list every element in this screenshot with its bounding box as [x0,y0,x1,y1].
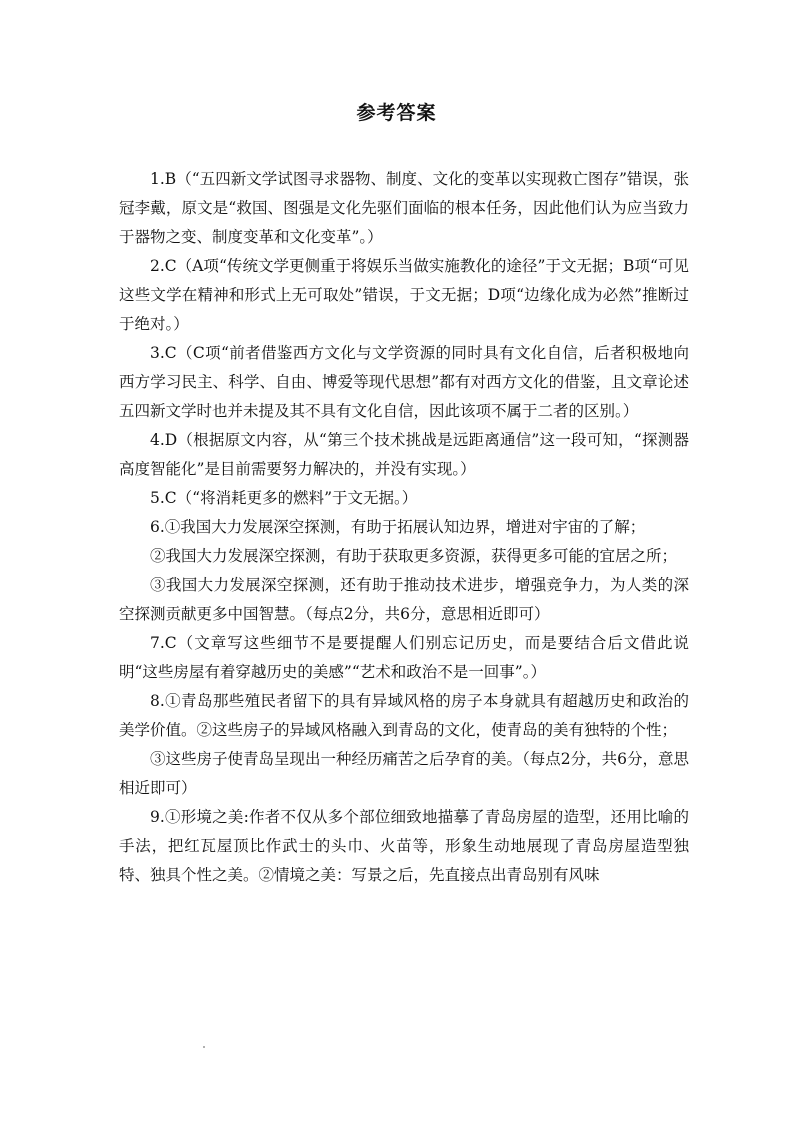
answer-6-point-3: ③我国大力发展深空探测，还有助于推动技术进步，增强竞争力，为人类的深空探测贡献更多中国智慧。（每点2分，共6分，意思相近即可） [119,576,689,623]
answer-8-points-1-2: 8.①青岛那些殖民者留下的具有异域风格的房子本身就具有超越历史和政治的美学价值。②这些房子的异域风格融入到青岛的文化，使青岛的美有独特的个性； [119,692,689,739]
page-title: 参考答案 [356,102,437,124]
stray-mark [203,1046,205,1048]
answer-9: 9.①形境之美:作者不仅从多个部位细致地描摹了青岛房屋的造型，还用比喻的手法，把红瓦屋顶比作武士的头巾、火苗等，形象生动地展现了青岛房屋造型独特、独具个性之美。②情境之美：写景之后，先直接点出青岛别有风味 [119,808,689,884]
answer-1: 1.B（“五四新文学试图寻求器物、制度、文化的变革以实现救亡图存”错误，张冠李戴，原文是“救国、图强是文化先驱们面临的根本任务，因此他们认为应当致力于器物之变、制度变革和文化变革”。） [119,170,689,246]
answer-4: 4.D（根据原文内容，从“第三个技术挑战是远距离通信”这一段可知，“探测器高度智能化”是目前需要努力解决的，并没有实现。） [119,431,689,478]
answer-list [119,165,689,890]
answer-3: 3.C（C项“前者借鉴西方文化与文学资源的同时具有文化自信，后者积极地向西方学习民主、科学、自由、博爱等现代思想”都有对西方文化的借鉴，且文章论述五四新文学时也并未提及其不具有文化自信，因此该项不属于二者的区别。） [119,344,689,420]
answer-6-point-1: 6.①我国大力发展深空探测，有助于拓展认知边界，增进对宇宙的了解； [150,518,646,536]
answer-5: 5.C（“将消耗更多的燃料”于文无据。） [150,489,418,507]
answer-6-point-2: ②我国大力发展深空探测，有助于获取更多资源，获得更多可能的宜居之所； [150,547,678,565]
answer-8-point-3: ③这些房子使青岛呈现出一种经历痛苦之后孕育的美。（每点2分，共6分，意思相近即可） [119,750,689,797]
answer-2: 2.C（A项“传统文学更侧重于将娱乐当做实施教化的途径”于文无据；B项“可见这些文学在精神和形式上无可取处”错误，于文无据；D项“边缘化成为必然”推断过于绝对。） [119,257,689,333]
answer-7: 7.C（文章写这些细节不是要提醒人们别忘记历史，而是要结合后文借此说明“这些房屋有着穿越历史的美感”“艺术和政治不是一回事”。） [119,634,689,681]
